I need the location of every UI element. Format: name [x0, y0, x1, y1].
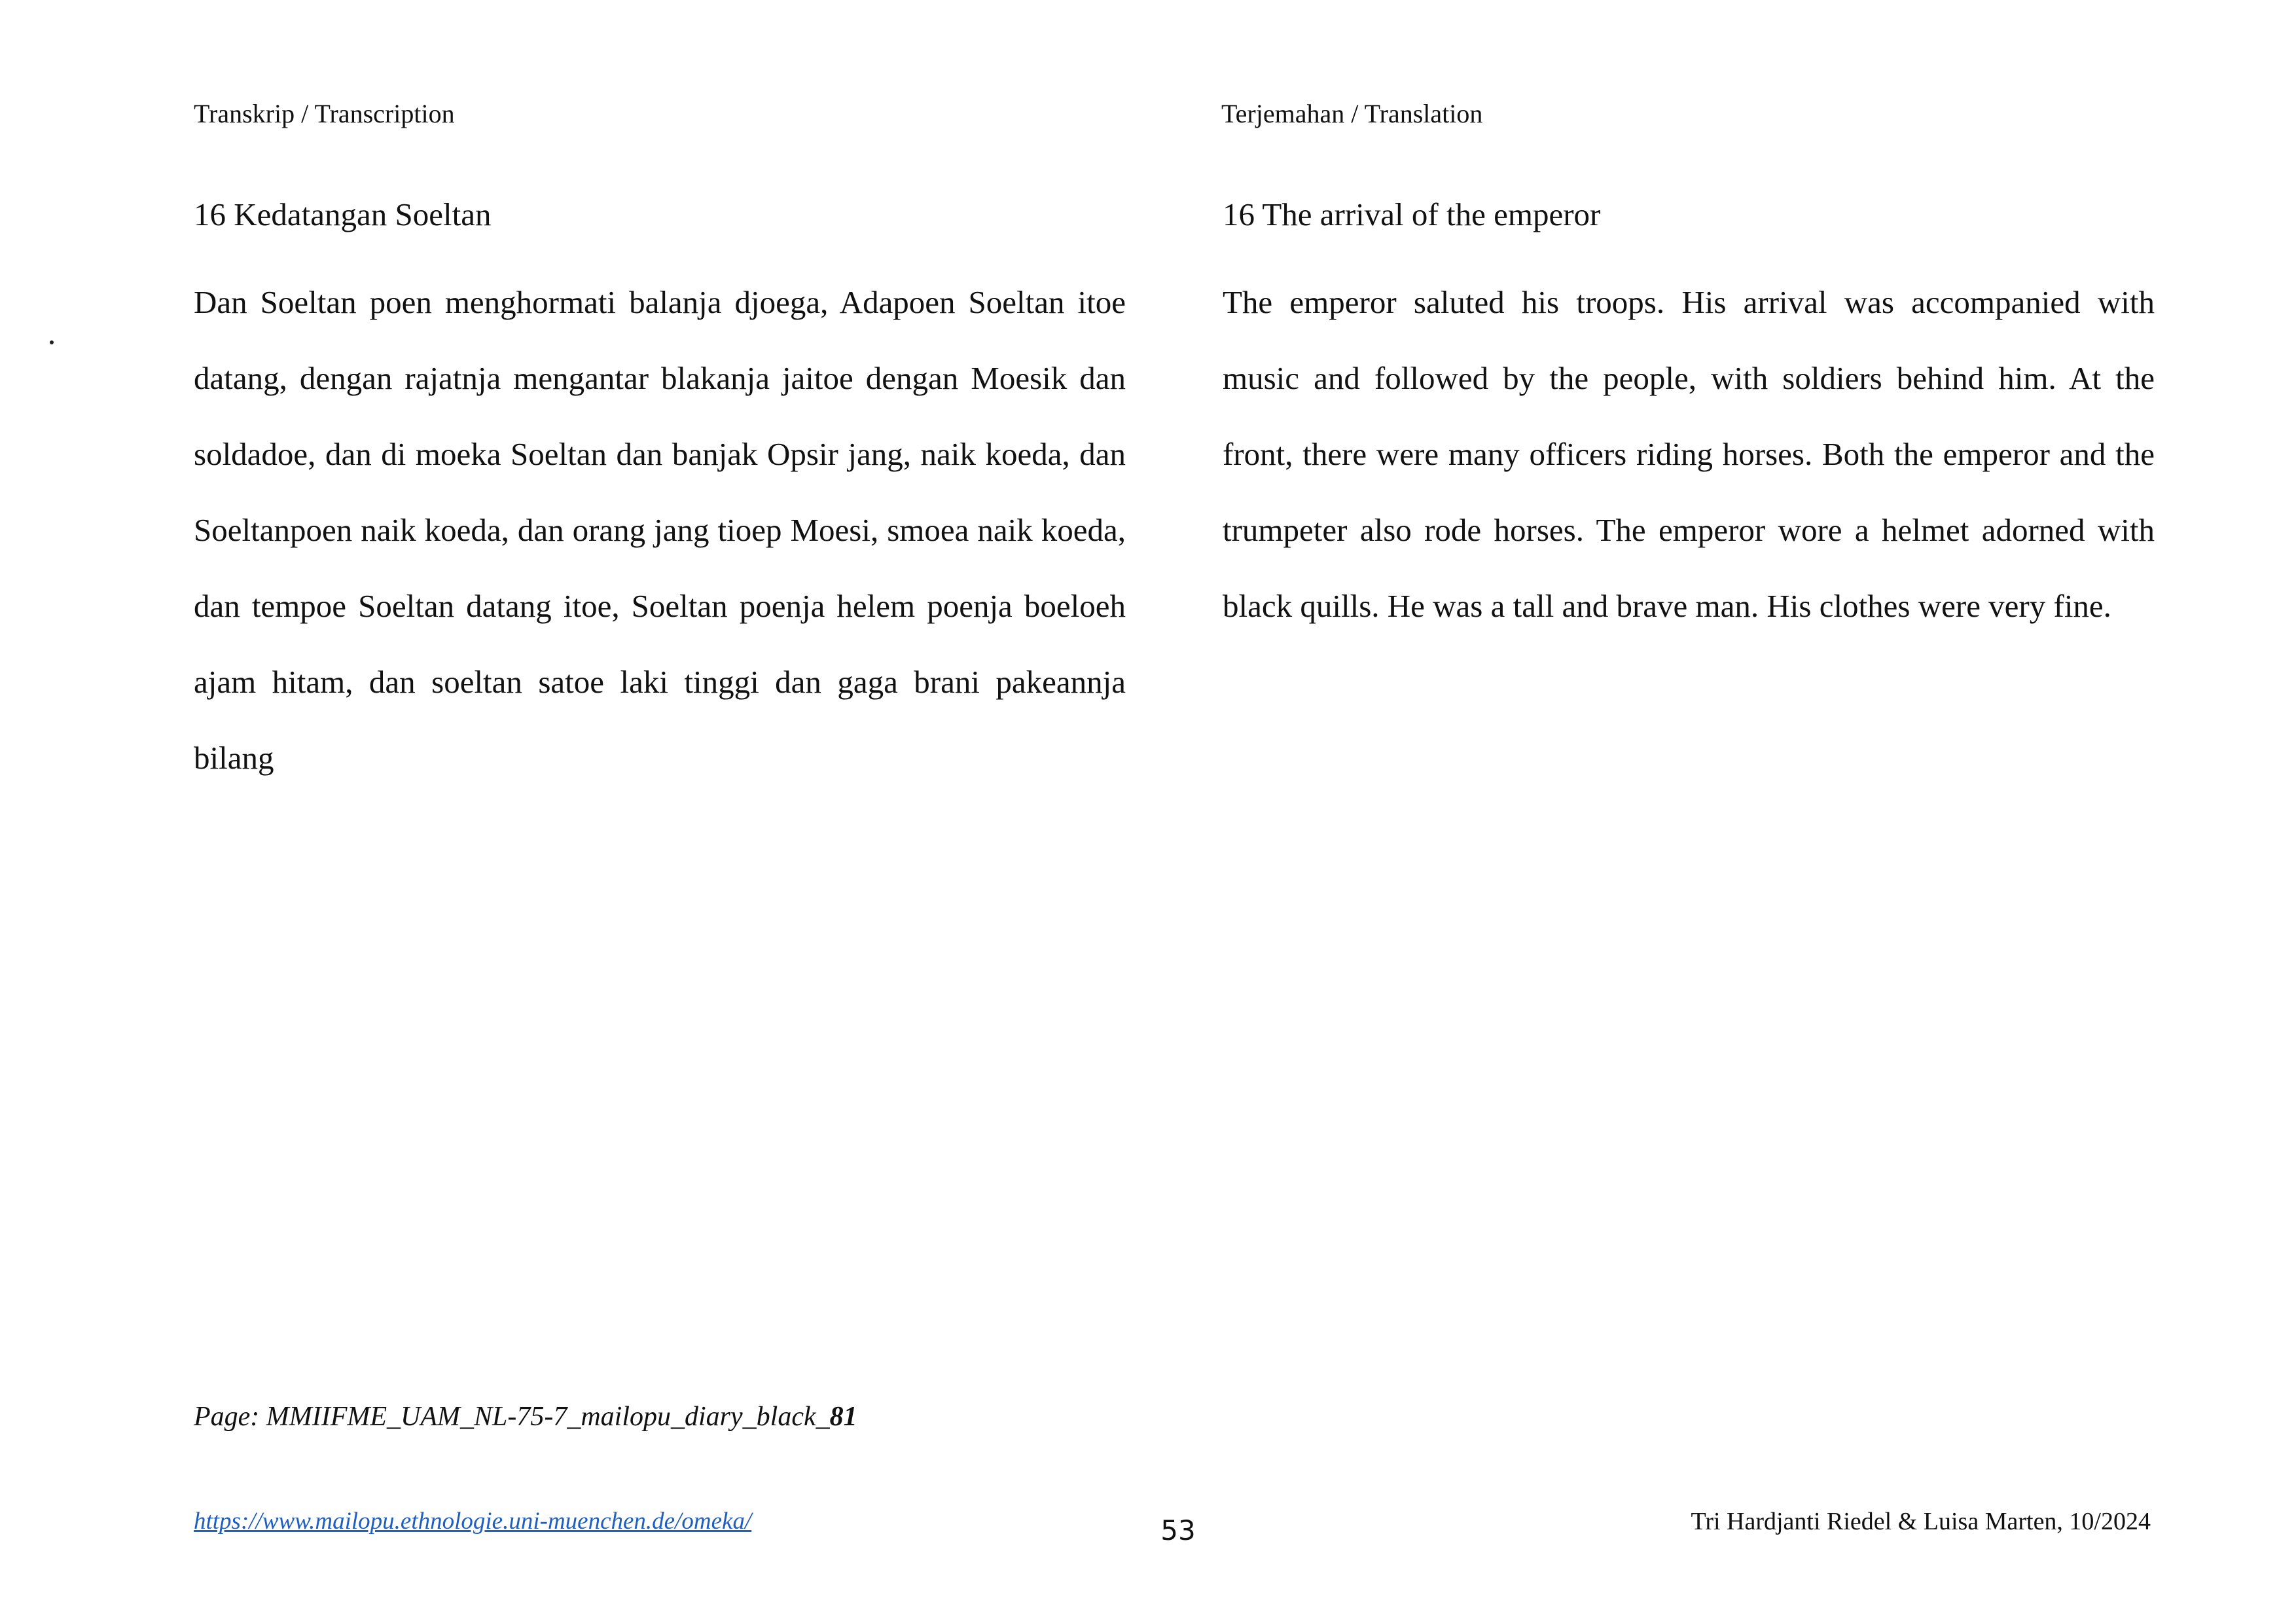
- page-reference-number: 81: [829, 1402, 857, 1432]
- footer-url-link[interactable]: https://www.mailopu.ethnologie.uni-muenchen.de/omeka/: [194, 1508, 752, 1535]
- translation-header: Terjemahan / Translation: [1221, 99, 1483, 128]
- footer-credit: Tri Hardjanti Riedel & Luisa Marten, 10/2024: [1691, 1508, 2151, 1535]
- translation-title: 16 The arrival of the emperor: [1223, 196, 1601, 232]
- page-reference: [194, 1398, 857, 1435]
- transcription-title: 16 Kedatangan Soeltan: [194, 196, 492, 232]
- transcription-text: Dan Soeltan poen menghormati balanja djoega, Adapoen Soeltan itoe datang, dengan rajatnja mengantar blakanja jaitoe dengan Moesik dan soldadoe, dan di moeka Soeltan dan banjak Opsir jang, naik koeda, dan Soeltanpoen naik koeda, dan orang jang tioep Moesi, smoea naik koeda, dan tempoe Soeltan datang itoe, Soeltan poenja helem poenja boeloeh ajam hitam, dan soeltan satoe laki tinggi dan gaga brani pakeannja bilang: [194, 284, 1126, 776]
- page-number: 53: [1160, 1514, 1196, 1546]
- page-reference-prefix: Page: MMIIFME_UAM_NL-75-7_mailopu_diary_black_: [194, 1402, 830, 1432]
- translation-text: The emperor saluted his troops. His arrival was accompanied with music and followed by the people, with soldiers behind him. At the front, there were many officers riding horses. Both the emperor and the trumpeter also rode horses. The emperor wore a helmet adorned with black quills. He was a tall and brave man. His clothes were very fine.: [1223, 284, 2155, 624]
- translation-column: [1223, 190, 2155, 644]
- transcription-column: [194, 190, 1126, 796]
- transcription-header: Transkrip / Transcription: [194, 99, 455, 128]
- stray-dot-mark: [50, 340, 54, 344]
